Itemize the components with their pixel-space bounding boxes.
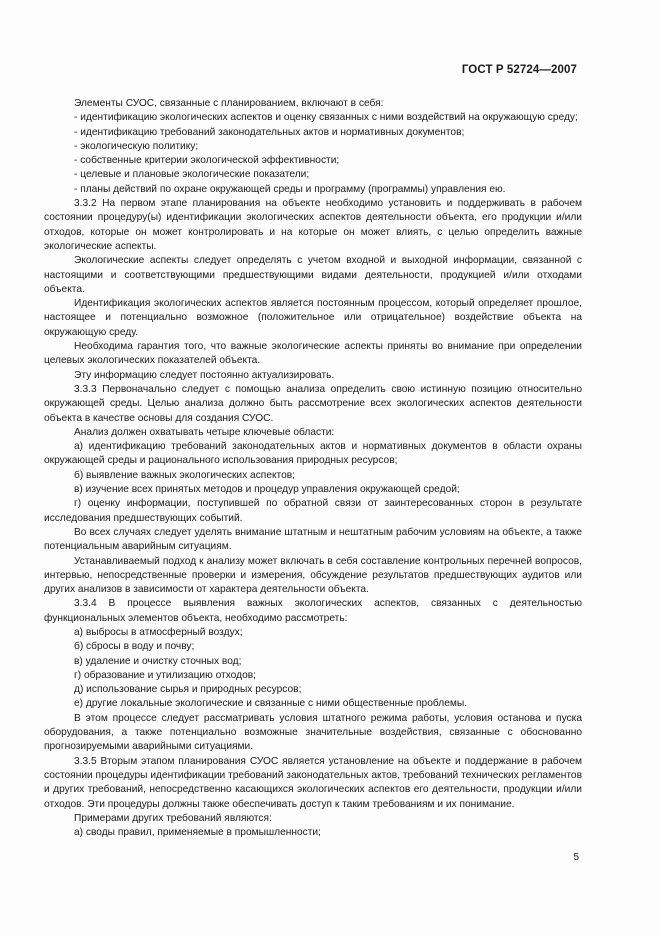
paragraph: Элементы СУОС, связанные с планированием, включают в себя: [74,98,384,109]
paragraph: Устанавливаемый подход к анализу может включать в себя составление контрольных перечней вопросов, интервью, непосредственные проверки и измерения, обсуждение результатов предшествующих аудитов или других анализов в зависимости от характера деятельности объекта. [44,555,582,596]
paragraph: Примерами других требований являются: [74,812,272,824]
paragraph: Необходима гарантия того, что важные экологические аспекты приняты во внимание при определении целевых экологических показателей объекта. [44,341,582,367]
list-item: б) сбросы в воду и почву; [74,641,195,653]
list-item: в) изучение всех принятых методов и процедур управления окружающей средой; [74,484,460,496]
paragraph: Экологические аспекты следует определять с учетом входной и выходной информации, связанной с настоящими и соответствующими предшествующими видами деятельности, продукцией и/или отходами объекта. [44,255,582,295]
list-item: - экологическую политику; [74,140,199,152]
list-item: - собственные критерии экологической эффективности; [74,155,340,167]
paragraph: Во всех случаях следует уделять внимание штатным и нештатным рабочим условиям на объекте, а также потенциальным аварийным ситуациям. [44,526,582,553]
page-number: 5 [573,852,579,863]
paragraph: - идентификацию экологических аспектов и оценку связанных с ними воздействий на окружающую среду; [74,112,578,124]
list-item: д) использование сырья и природных ресурсов; [74,684,302,696]
list-item: а) своды правил, применяемые в промышленности; [74,827,321,839]
paragraph: Анализ должен охватывать четыре ключевые области: [74,426,335,438]
paragraph: Идентификация экологических аспектов является постоянным процессом, который определяет прошлое, настоящее и потенциально возможное (положительное или отрицательное) воздействие объекта на окружающую среду. [44,298,582,338]
paragraph: 3.3.2 На первом этапе планирования на объекте необходимо установить и поддерживать в рабочем состоянии процедуру(ы) идентификации экологических аспектов деятельности объекта, его продукции и/или отходов, которые он может контролировать и на которые он может влиять, с целью определить важные экологические аспекты. [44,198,582,252]
list-item: а) выбросы в атмосферный воздух; [74,626,243,638]
paragraph: г) оценку информации, поступившей по обратной связи от заинтересованных сторон в результате исследования предшествующих событий. [44,498,582,524]
list-item: в) удаление и очистку сточных вод; [74,655,242,667]
standard-header: ГОСТ Р 52724—2007 [461,64,577,76]
list-item: - целевые и плановые экологические показатели; [74,169,310,181]
paragraph: 3.3.3 Первоначально следует с помощью анализа определить свою истинную позицию относительно окружающей среды. Целью анализа должно быть рассмотрение всех экологических аспектов деятельности объекта в качестве основы для создания СУОС. [44,383,582,424]
list-item: б) выявление важных экологических аспектов; [74,469,296,481]
paragraph: а) идентификацию требований законодательных актов и нормативных документов в области охраны окружающей среды и рационального использования природных ресурсов; [44,441,582,467]
list-item: - планы действий по охране окружающей среды и программу (программы) управления ею. [74,183,506,195]
list-item: - идентификацию требований законодательных актов и нормативных документов; [74,126,465,138]
list-item: е) другие локальные экологические и связанные с ними общественные проблемы. [74,698,468,710]
document-body [44,97,582,840]
paragraph: Эту информацию следует постоянно актуализировать. [74,369,335,381]
list-item: г) образование и утилизацию отходов; [74,669,256,681]
paragraph: 3.3.4 В процессе выявления важных экологических аспектов, связанных с деятельностью функциональных элементов объекта, необходимо рассмотреть: [44,598,582,624]
paragraph: 3.3.5 Вторым этапом планирования СУОС является установление на объекте и поддержание в рабочем состоянии процедуры идентификации требований законодательных актов, требований технических регламентов и других требований, непосредственно касающихся экологических аспектов его деятельности, продукции и/или отходов. Эти процедуры должны также обеспечивать доступ к таким требованиям и их понимание. [44,755,582,810]
paragraph: В этом процессе следует рассматривать условия штатного режима работы, условия останова и пуска оборудования, а также потенциально возможные значительные воздействия, связанные с обоснованно прогнозируемыми аварийными ситуациями. [44,712,582,753]
